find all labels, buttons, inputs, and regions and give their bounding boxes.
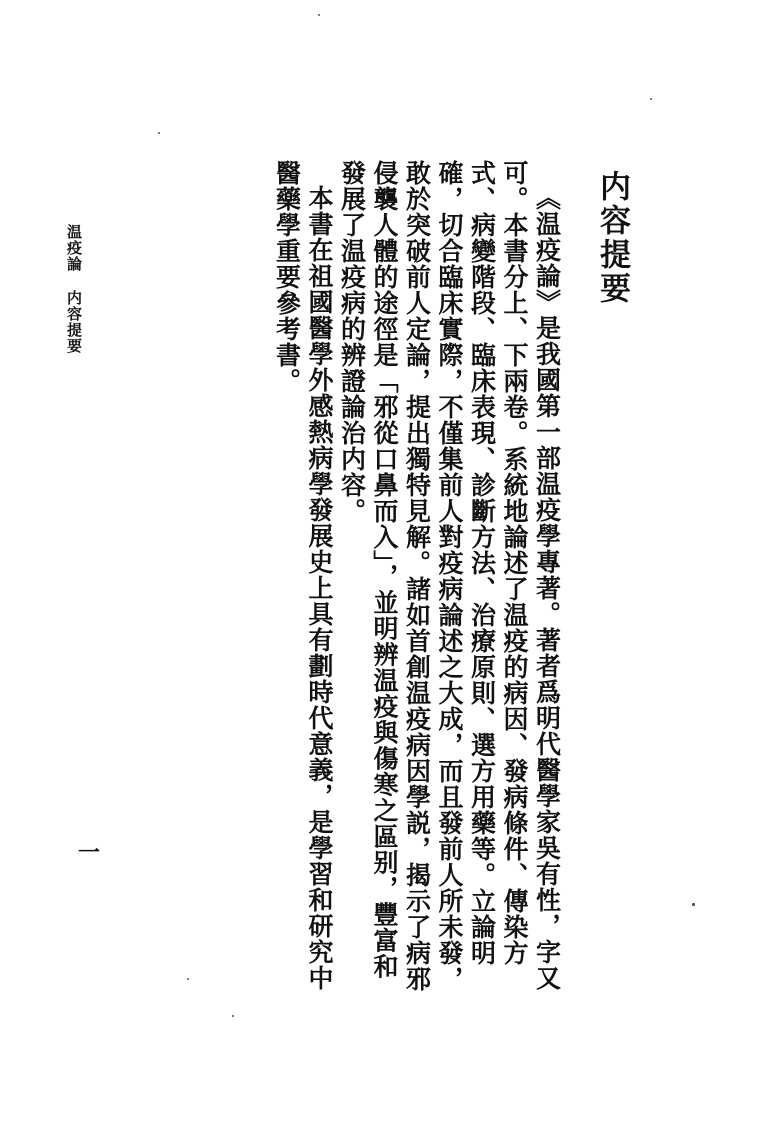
page-title: 内容提要	[594, 170, 630, 306]
scan-speck	[692, 903, 695, 906]
summary-paragraph-2: 本書在祖國醫學外感熱病學發展史上具有劃時代意義，是學習和研究中醫藥學重要參考書。	[272, 160, 334, 991]
scan-speck	[187, 978, 189, 980]
scan-speck	[318, 14, 320, 16]
scan-speck	[650, 98, 652, 100]
summary-paragraph-1: 《温疫論》是我國第一部温疫學專著。著者爲明代醫學家吳有性，字又可。本書分上、下兩卷。系統地論述了温疫的病因、發病條件、傳染方式、病變階段、臨床表現、診斷方法、治療原則、選方用藥等。立論明確，切合臨床實際，不僅集前人對疫病論述之大成，而且發前人所未發，敢於突破前人定論，提出獨特見解。諸如首創温疫病因學説，揭示了病邪侵襲人體的途徑是「邪從口鼻而入」，並明辨温疫與傷寒之區别，豐富和發展了温疫病的辨證論治内容。	[337, 160, 562, 992]
running-header-book: 温疫論	[65, 224, 83, 272]
summary-body	[270, 160, 563, 1005]
page-number: 一	[78, 840, 101, 866]
running-header	[66, 224, 81, 354]
scan-speck	[232, 1015, 234, 1017]
running-header-section: 内容提要	[65, 290, 83, 354]
scan-speck	[158, 132, 160, 134]
